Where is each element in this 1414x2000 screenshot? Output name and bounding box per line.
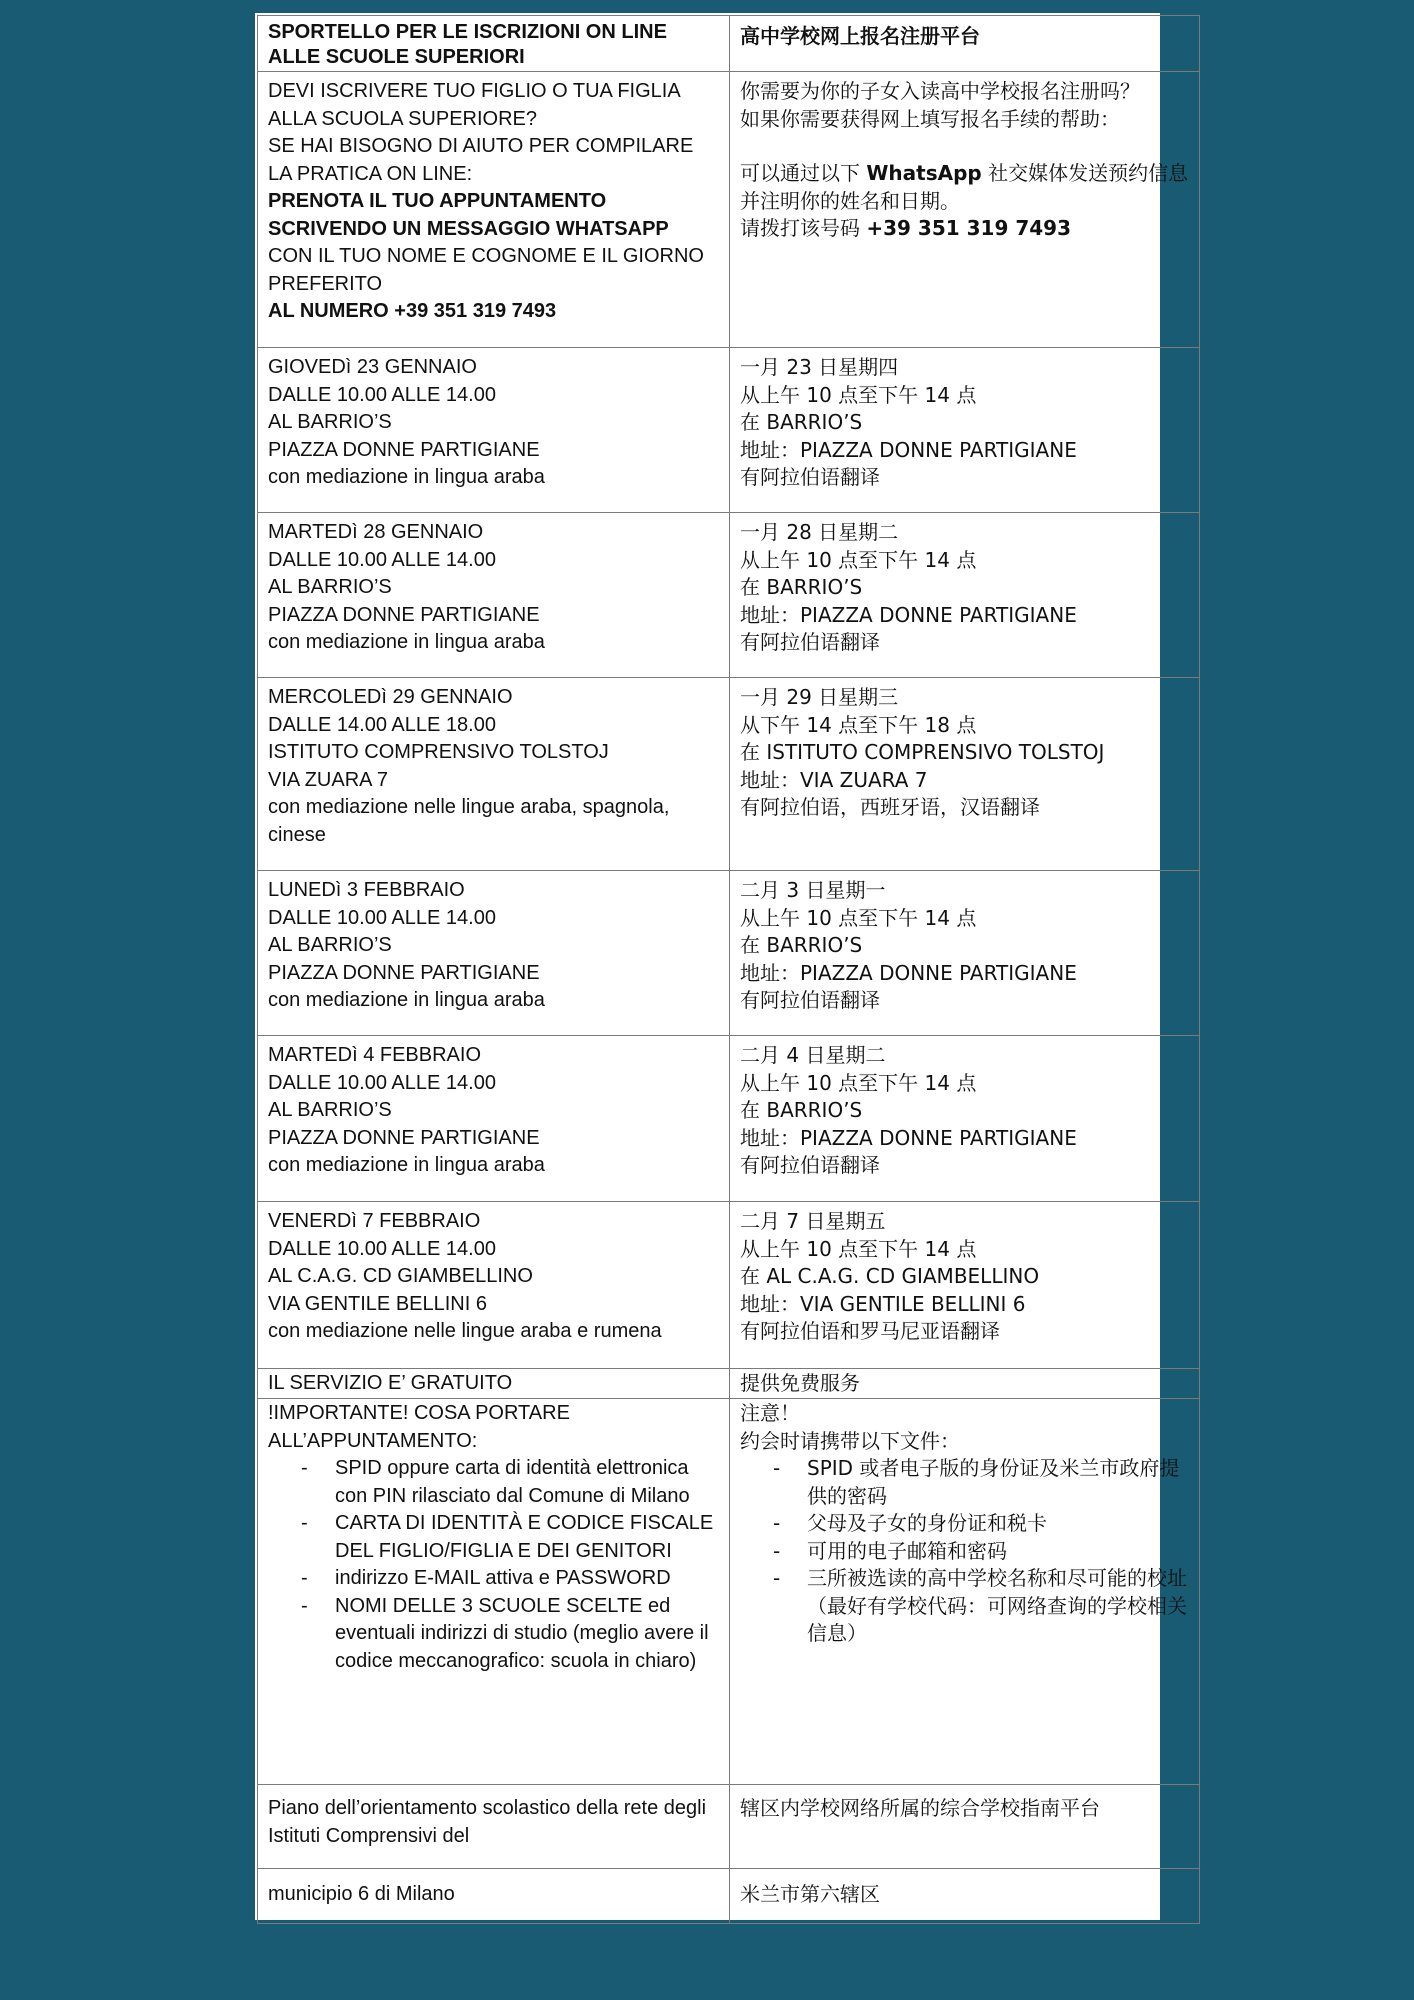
header-row (258, 16, 1200, 72)
session-venue: AL C.A.G. CD GIAMBELLINO (268, 1265, 533, 1287)
intro-it (258, 72, 730, 348)
intro-zh-line: 你需要为你的子女入读高中学校报名注册吗？ (740, 79, 1140, 103)
session-zh (730, 871, 1200, 1036)
plan-it: Piano dell’orientamento scolastico della rete degli Istituti Comprensivi del (258, 1785, 730, 1869)
important-item: - SPID oppure carta di identità elettronica con PIN rilasciato dal Comune di Milano (335, 1455, 719, 1510)
important-list (268, 1455, 719, 1675)
session-address: VIA ZUARA 7 (268, 768, 389, 791)
important-title: !IMPORTANTE! COSA PORTARE ALL’APPUNTAMENTO: (268, 1402, 570, 1452)
important-item: - 可用的电子邮箱和密码 (807, 1538, 1189, 1566)
important-list (740, 1455, 1189, 1648)
session-venue: AL BARRIO’S (268, 1099, 392, 1121)
session-row (258, 1036, 1200, 1202)
session-mediation: 有阿拉伯语翻译 (740, 1153, 880, 1177)
session-mediation: con mediazione nelle lingue araba e rumena (268, 1320, 662, 1342)
intro-zh-whatsapp-post: 社交媒体发送预约信息并注明你的姓名和日期。 (740, 161, 1189, 213)
session-mediation: con mediazione in lingua araba (268, 1154, 545, 1176)
session-time: 从上午 10 点至下午 14 点 (740, 547, 977, 572)
session-it (258, 678, 730, 871)
session-date: 一月 23 日星期四 (740, 355, 899, 379)
municipio-row (258, 1869, 1200, 1924)
session-row (258, 871, 1200, 1036)
session-address: 地址：PIAZZA DONNE PARTIGIANE (740, 960, 1077, 985)
session-zh (730, 1202, 1200, 1369)
session-address: PIAZZA DONNE PARTIGIANE (268, 961, 540, 984)
session-venue: 在 BARRIO’S (740, 1098, 863, 1122)
session-address: PIAZZA DONNE PARTIGIANE (268, 438, 540, 461)
important-zh (730, 1399, 1200, 1785)
session-time: DALLE 14.00 ALLE 18.00 (268, 713, 496, 736)
session-time: 从上午 10 点至下午 14 点 (740, 1236, 977, 1261)
important-row (258, 1399, 1200, 1785)
session-venue: ISTITUTO COMPRENSIVO TOLSTOJ (268, 741, 609, 763)
intro-zh-whatsapp-bold: WhatsApp (866, 161, 982, 185)
session-row (258, 348, 1200, 513)
important-it (258, 1399, 730, 1785)
session-date: MARTEDì 28 GENNAIO (268, 521, 484, 543)
important-item: - indirizzo E-MAIL attiva e PASSWORD (335, 1565, 719, 1593)
session-venue: 在 BARRIO’S (740, 410, 863, 434)
session-venue: 在 AL C.A.G. CD GIAMBELLINO (740, 1264, 1040, 1288)
intro-zh-line: 如果你需要获得网上填写报名手续的帮助： (740, 106, 1120, 131)
session-zh (730, 678, 1200, 871)
important-item: - CARTA DI IDENTITÀ E CODICE FISCALE DEL FIGLIO/FIGLIA E DEI GENITORI (335, 1510, 719, 1565)
intro-row (258, 72, 1200, 348)
intro-it-line: SE HAI BISOGNO DI AIUTO PER COMPILARE LA PRATICA ON LINE: (268, 135, 694, 185)
important-item: - SPID 或者电子版的身份证及米兰市政府提供的密码 (807, 1455, 1189, 1510)
session-time: DALLE 10.00 ALLE 14.00 (268, 548, 496, 571)
session-address: 地址：PIAZZA DONNE PARTIGIANE (740, 1125, 1077, 1150)
intro-zh-whatsapp-pre: 可以通过以下 (740, 161, 867, 185)
session-it (258, 513, 730, 678)
important-title: 注意！ (740, 1401, 800, 1425)
intro-zh-number-pre: 请拨打该号码 (740, 216, 867, 240)
session-date: MERCOLEDì 29 GENNAIO (268, 686, 513, 708)
session-it (258, 1202, 730, 1369)
title-zh: 高中学校网上报名注册平台 (730, 16, 1200, 72)
intro-zh-number-bold: +39 351 319 7493 (866, 216, 1071, 240)
session-time: 从上午 10 点至下午 14 点 (740, 1070, 977, 1095)
intro-zh-number (740, 215, 1189, 243)
session-time: DALLE 10.00 ALLE 14.00 (268, 1071, 496, 1094)
session-zh (730, 348, 1200, 513)
session-venue: 在 BARRIO’S (740, 575, 863, 599)
session-date: LUNEDì 3 FEBBRAIO (268, 879, 465, 901)
session-time: 从下午 14 点至下午 18 点 (740, 712, 977, 737)
session-mediation: 有阿拉伯语，西班牙语，汉语翻译 (740, 795, 1040, 819)
session-row (258, 513, 1200, 678)
session-mediation: 有阿拉伯语和罗马尼亚语翻译 (740, 1319, 1000, 1343)
important-item: - 三所被选读的高中学校名称和尽可能的校址（最好有学校代码：可网络查询的学校相关信息） (807, 1565, 1189, 1648)
schedule-table (257, 15, 1200, 1924)
session-time: DALLE 10.00 ALLE 14.00 (268, 906, 496, 929)
intro-it-whatsapp: PRENOTA IL TUO APPUNTAMENTO SCRIVENDO UN MESSAGGIO WHATSAPP (268, 190, 669, 240)
session-mediation: con mediazione in lingua araba (268, 631, 545, 653)
intro-it-line: DEVI ISCRIVERE TUO FIGLIO O TUA FIGLIA ALLA SCUOLA SUPERIORE? (268, 80, 680, 130)
session-zh (730, 513, 1200, 678)
session-venue: AL BARRIO’S (268, 934, 392, 956)
free-zh: 提供免费服务 (730, 1369, 1200, 1399)
session-time: DALLE 10.00 ALLE 14.00 (268, 1237, 496, 1260)
plan-zh: 辖区内学校网络所属的综合学校指南平台 (730, 1785, 1200, 1869)
session-address: 地址：VIA GENTILE BELLINI 6 (740, 1291, 1026, 1316)
session-row (258, 678, 1200, 871)
session-mediation: con mediazione in lingua araba (268, 989, 545, 1011)
session-mediation: 有阿拉伯语翻译 (740, 465, 880, 489)
flyer-document (255, 13, 1189, 1920)
session-venue: 在 ISTITUTO COMPRENSIVO TOLSTOJ (740, 740, 1105, 764)
session-venue: 在 BARRIO’S (740, 933, 863, 957)
session-mediation: 有阿拉伯语翻译 (740, 630, 880, 654)
important-intro: 约会时请携带以下文件： (740, 1428, 960, 1453)
session-it (258, 1036, 730, 1202)
session-date: 一月 29 日星期三 (740, 685, 899, 709)
session-time: 从上午 10 点至下午 14 点 (740, 905, 977, 930)
session-venue: AL BARRIO’S (268, 576, 392, 598)
intro-it-number: AL NUMERO +39 351 319 7493 (268, 300, 557, 322)
session-date: 二月 4 日星期二 (740, 1043, 886, 1067)
session-date: 二月 7 日星期五 (740, 1209, 886, 1233)
session-time: DALLE 10.00 ALLE 14.00 (268, 383, 496, 406)
municipio-zh: 米兰市第六辖区 (730, 1869, 1200, 1924)
session-zh (730, 1036, 1200, 1202)
intro-zh-whatsapp (740, 160, 1189, 215)
session-date: 一月 28 日星期二 (740, 520, 899, 544)
session-address: 地址：PIAZZA DONNE PARTIGIANE (740, 602, 1077, 627)
session-address: PIAZZA DONNE PARTIGIANE (268, 603, 540, 626)
plan-row (258, 1785, 1200, 1869)
title-it: SPORTELLO PER LE ISCRIZIONI ON LINE ALLE SCUOLE SUPERIORI (258, 16, 730, 72)
important-item: - 父母及子女的身份证和税卡 (807, 1510, 1189, 1538)
session-it (258, 348, 730, 513)
intro-zh (730, 72, 1200, 348)
session-it (258, 871, 730, 1036)
session-address: PIAZZA DONNE PARTIGIANE (268, 1126, 540, 1149)
session-mediation: con mediazione nelle lingue araba, spagnola, cinese (268, 796, 670, 846)
session-mediation: 有阿拉伯语翻译 (740, 988, 880, 1012)
session-row (258, 1202, 1200, 1369)
free-it: IL SERVIZIO E’ GRATUITO (258, 1369, 730, 1399)
session-mediation: con mediazione in lingua araba (268, 466, 545, 488)
municipio-it: municipio 6 di Milano (258, 1869, 730, 1924)
session-date: VENERDì 7 FEBBRAIO (268, 1210, 481, 1232)
session-address: 地址：PIAZZA DONNE PARTIGIANE (740, 437, 1077, 462)
intro-it-name: CON IL TUO NOME E COGNOME E IL GIORNO PREFERITO (268, 245, 704, 295)
session-address: VIA GENTILE BELLINI 6 (268, 1292, 487, 1315)
session-date: GIOVEDì 23 GENNAIO (268, 356, 477, 378)
session-venue: AL BARRIO’S (268, 411, 392, 433)
session-date: MARTEDì 4 FEBBRAIO (268, 1044, 482, 1066)
session-address: 地址：VIA ZUARA 7 (740, 767, 928, 792)
free-row (258, 1369, 1200, 1399)
important-item: - NOMI DELLE 3 SCUOLE SCELTE ed eventuali indirizzi di studio (meglio avere il codice meccanografico: scuola in chiaro) (335, 1593, 719, 1676)
session-date: 二月 3 日星期一 (740, 878, 886, 902)
session-time: 从上午 10 点至下午 14 点 (740, 382, 977, 407)
